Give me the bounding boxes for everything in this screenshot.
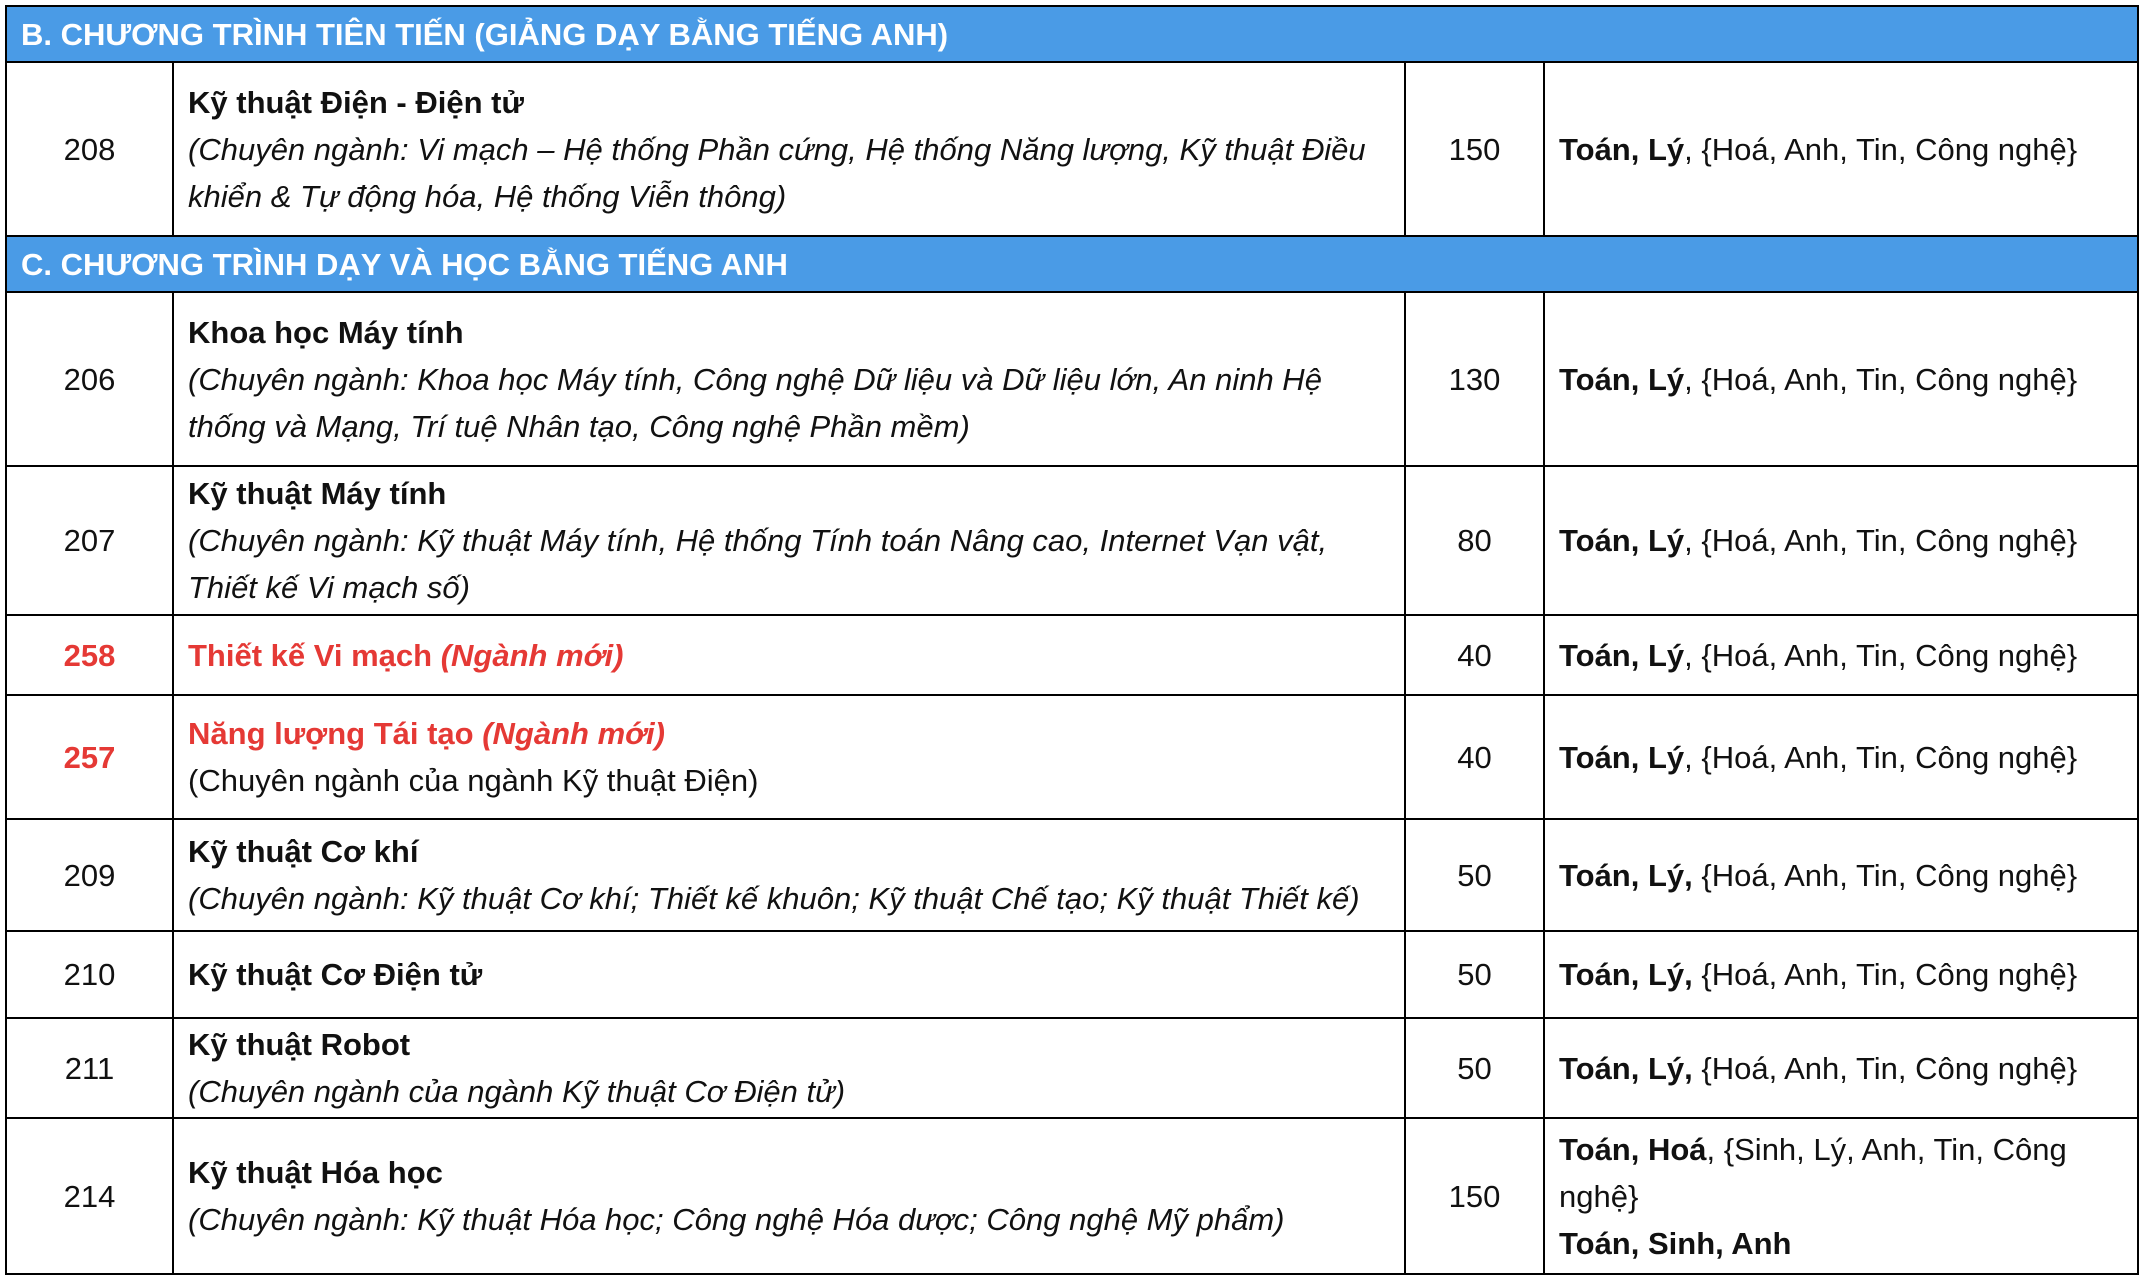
new-major-tag: (Ngành mới) (440, 637, 624, 673)
table-row (6, 695, 2138, 819)
alternate-subjects: Toán, Sinh, Anh (1559, 1225, 1792, 1261)
optional-subjects: , {Hoá, Anh, Tin, Công nghệ} (1684, 739, 2078, 775)
major-quota: 130 (1405, 292, 1544, 466)
required-subjects: Toán, Lý (1559, 131, 1685, 167)
major-name: Thiết kế Vi mạch (188, 637, 441, 673)
required-subjects: Toán, Lý (1559, 637, 1685, 673)
table-row (6, 1118, 2138, 1274)
major-specializations: (Chuyên ngành: Kỹ thuật Hóa học; Công nghệ Hóa dược; Công nghệ Mỹ phẩm) (188, 1202, 1285, 1237)
major-code: 206 (6, 292, 173, 466)
major-quota: 80 (1405, 466, 1544, 615)
major-cell (173, 695, 1405, 819)
subject-combination (1544, 292, 2138, 466)
major-quota: 50 (1405, 1018, 1544, 1118)
optional-subjects: , {Sinh, Lý, Anh, Tin, Công nghệ} (1559, 1131, 2067, 1214)
subject-combination (1544, 695, 2138, 819)
table-row (6, 615, 2138, 695)
subject-combination (1544, 1118, 2138, 1274)
major-name: Kỹ thuật Robot (188, 1027, 411, 1062)
major-name: Kỹ thuật Hóa học (188, 1155, 443, 1190)
optional-subjects: {Hoá, Anh, Tin, Công nghệ} (1692, 957, 2078, 992)
major-name: Kỹ thuật Cơ Điện tử (188, 957, 483, 992)
major-code: 257 (6, 695, 173, 819)
optional-subjects: , {Hoá, Anh, Tin, Công nghệ} (1684, 361, 2078, 397)
admissions-table (5, 5, 2139, 1275)
major-cell (173, 1118, 1405, 1274)
major-code: 210 (6, 931, 173, 1018)
required-subjects: Toán, Lý (1559, 739, 1685, 775)
major-quota: 50 (1405, 931, 1544, 1018)
section-title: B. CHƯƠNG TRÌNH TIÊN TIẾN (GIẢNG DẠY BẰNG TIẾNG ANH) (6, 6, 2138, 62)
major-cell (173, 292, 1405, 466)
subject-combination (1544, 62, 2138, 236)
major-quota: 40 (1405, 695, 1544, 819)
required-subjects: Toán, Hoá (1559, 1131, 1707, 1167)
major-specializations: (Chuyên ngành: Khoa học Máy tính, Công nghệ Dữ liệu và Dữ liệu lớn, An ninh Hệ thống và Mạng, Trí tuệ Nhân tạo, Công nghệ Phần mềm) (188, 361, 1322, 444)
subject-combination (1544, 615, 2138, 695)
table-row (6, 62, 2138, 236)
major-cell (173, 62, 1405, 236)
subject-combination (1544, 931, 2138, 1018)
table-row (6, 466, 2138, 615)
section-header-row (6, 6, 2138, 62)
table-row (6, 819, 2138, 931)
major-name: Kỹ thuật Điện - Điện tử (188, 84, 524, 120)
major-cell (173, 466, 1405, 615)
table-row (6, 1018, 2138, 1118)
subject-combination (1544, 1018, 2138, 1118)
major-specializations: (Chuyên ngành của ngành Kỹ thuật Điện) (188, 763, 759, 798)
optional-subjects: , {Hoá, Anh, Tin, Công nghệ} (1684, 523, 2078, 558)
major-quota: 50 (1405, 819, 1544, 931)
optional-subjects: , {Hoá, Anh, Tin, Công nghệ} (1684, 637, 2078, 673)
major-cell (173, 1018, 1405, 1118)
major-name: Kỹ thuật Máy tính (188, 476, 447, 511)
major-cell (173, 819, 1405, 931)
major-code: 208 (6, 62, 173, 236)
subject-combination (1544, 466, 2138, 615)
major-code: 207 (6, 466, 173, 615)
major-code: 214 (6, 1118, 173, 1274)
major-quota: 150 (1405, 62, 1544, 236)
major-code: 211 (6, 1018, 173, 1118)
required-subjects: Toán, Lý (1559, 361, 1685, 397)
section-title: C. CHƯƠNG TRÌNH DẠY VÀ HỌC BẰNG TIẾNG ANH (6, 236, 2138, 292)
new-major-tag: (Ngành mới) (482, 716, 665, 751)
major-quota: 150 (1405, 1118, 1544, 1274)
required-subjects: Toán, Lý (1559, 523, 1685, 558)
optional-subjects: , {Hoá, Anh, Tin, Công nghệ} (1684, 131, 2078, 167)
optional-subjects: {Hoá, Anh, Tin, Công nghệ} (1692, 857, 2078, 893)
table-row (6, 292, 2138, 466)
required-subjects: Toán, Lý, (1559, 957, 1693, 992)
major-specializations: (Chuyên ngành: Vi mạch – Hệ thống Phần cứng, Hệ thống Năng lượng, Kỹ thuật Điều khiển & Tự động hóa, Hệ thống Viễn thông) (188, 131, 1366, 214)
major-cell (173, 931, 1405, 1018)
major-specializations: (Chuyên ngành: Kỹ thuật Máy tính, Hệ thống Tính toán Nâng cao, Internet Vạn vật, Thiết kế Vi mạch số) (188, 523, 1328, 605)
major-code: 209 (6, 819, 173, 931)
major-quota: 40 (1405, 615, 1544, 695)
major-name: Năng lượng Tái tạo (188, 716, 483, 751)
major-code: 258 (6, 615, 173, 695)
major-cell (173, 615, 1405, 695)
table-row (6, 931, 2138, 1018)
major-name: Kỹ thuật Cơ khí (188, 834, 419, 869)
major-specializations: (Chuyên ngành của ngành Kỹ thuật Cơ Điện tử) (188, 1074, 846, 1109)
major-specializations: (Chuyên ngành: Kỹ thuật Cơ khí; Thiết kế khuôn; Kỹ thuật Chế tạo; Kỹ thuật Thiết kế) (188, 881, 1360, 916)
subject-combination (1544, 819, 2138, 931)
required-subjects: Toán, Lý, (1559, 1050, 1693, 1086)
major-name: Khoa học Máy tính (188, 314, 464, 350)
optional-subjects: {Hoá, Anh, Tin, Công nghệ} (1692, 1050, 2078, 1086)
section-header-row (6, 236, 2138, 292)
required-subjects: Toán, Lý, (1559, 857, 1693, 893)
